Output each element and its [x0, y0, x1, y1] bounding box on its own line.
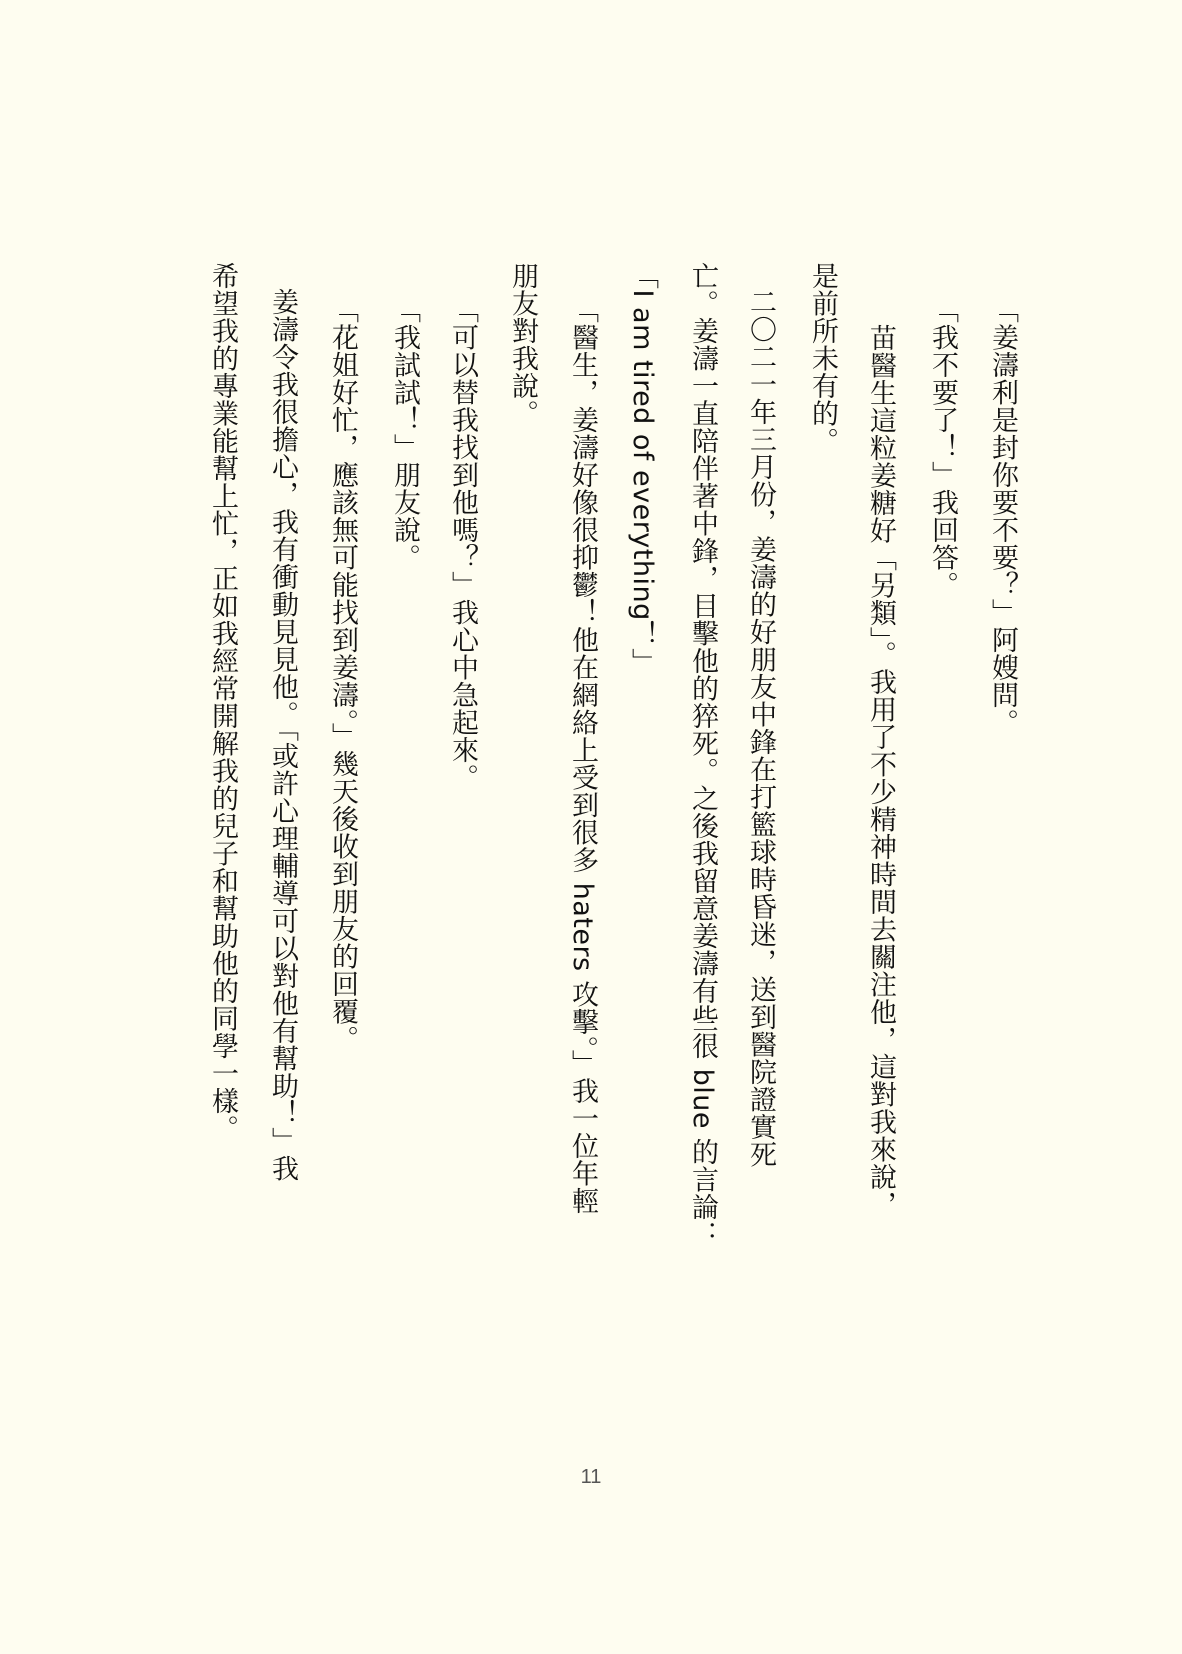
text-line: 希望我的專業能幫上忙，正如我經常開解我的兒子和幫助他的同學一樣。	[207, 262, 238, 1142]
text-line: 朋友對我說。	[507, 262, 538, 427]
text-line: 是前所未有的。	[807, 262, 838, 455]
page-number: 11	[580, 1466, 602, 1488]
text-line: 二〇二一年三月份，姜濤的好朋友中鋒在打籃球時昏迷，送到醫院證實死	[745, 288, 776, 1168]
text-line: 「姜濤利是封你要不要？」阿嫂問。	[987, 296, 1018, 736]
text-line: 姜濤令我很擔心，我有衝動見見他。「或許心理輔導可以對他有幫助！」我	[267, 288, 298, 1182]
text-line: 「花姐好忙，應該無可能找到姜濤。」幾天後收到朋友的回覆。	[327, 296, 358, 1053]
text-line: 亡。姜濤一直陪伴著中鋒，目擊他的猝死。之後我留意姜濤有些很 blue 的言論：	[687, 262, 718, 1249]
text-line: 苗醫生這粒姜糖好「另類」。我用了不少精神時間去關注他，這對我來說，	[865, 324, 896, 1218]
text-line: 「我試試！」朋友說。	[389, 296, 420, 571]
text-line: 「I am tired of everything！」	[627, 262, 658, 676]
text-line: 「可以替我找到他嗎？」我心中急起來。	[447, 296, 478, 791]
text-line: 「我不要了！」我回答。	[927, 296, 958, 599]
text-line: 「醫生，姜濤好像很抑鬱！他在網絡上受到很多 haters 攻擊。」我一位年輕	[567, 296, 598, 1215]
